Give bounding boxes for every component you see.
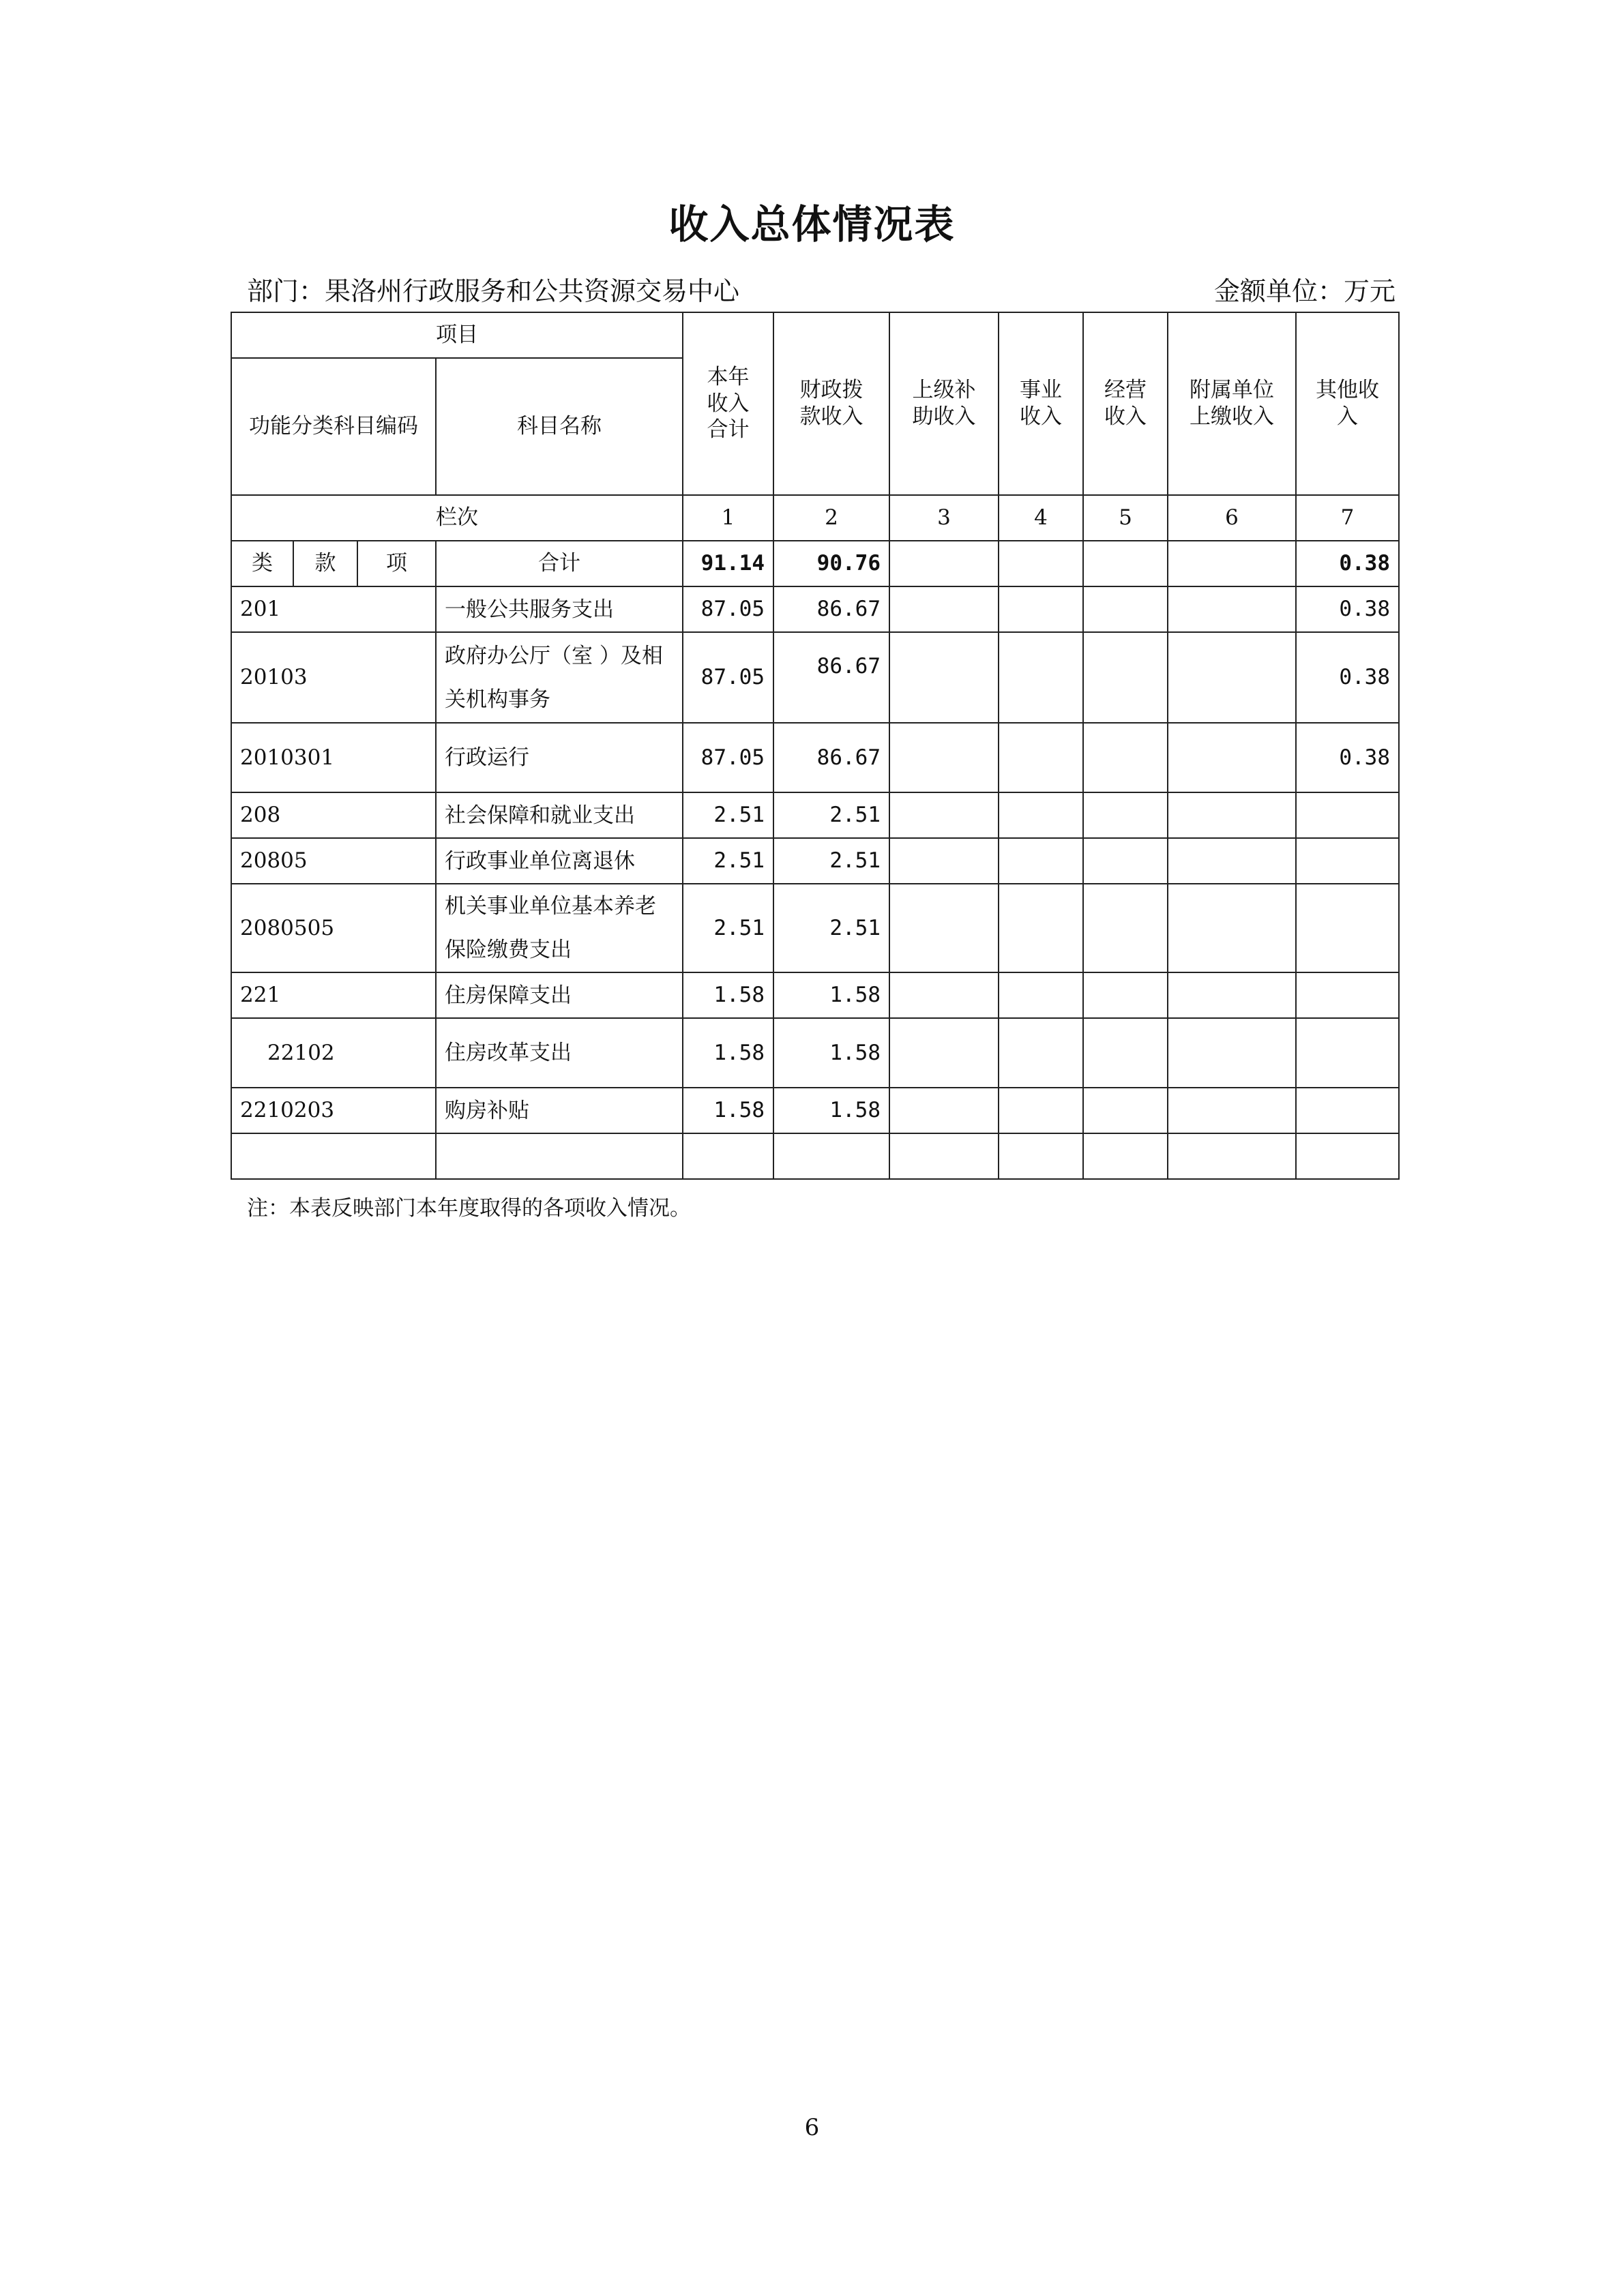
row-value: 2.51 <box>773 792 889 838</box>
header-project: 项目 <box>231 312 683 358</box>
row-value: 0.38 <box>1296 586 1399 632</box>
row-value <box>1168 792 1296 838</box>
row-value: 1.58 <box>683 972 773 1018</box>
row-value <box>1168 723 1296 792</box>
col-num: 4 <box>999 495 1083 541</box>
row-value: 2.51 <box>773 838 889 884</box>
row-value <box>1083 972 1168 1018</box>
col-num: 6 <box>1168 495 1296 541</box>
row-value: 0.38 <box>1296 632 1399 723</box>
total-value: 91.14 <box>683 541 773 586</box>
row-value <box>1168 586 1296 632</box>
table-row <box>231 884 1399 972</box>
row-value <box>889 1018 999 1088</box>
row-value <box>889 792 999 838</box>
col-num: 3 <box>889 495 999 541</box>
table-note: 注：本表反映部门本年度取得的各项收入情况。 <box>247 1196 691 1221</box>
row-value <box>1083 838 1168 884</box>
row-value <box>889 972 999 1018</box>
row-value <box>999 723 1083 792</box>
header-col-3: 上级补 助收入 <box>889 312 999 495</box>
header-col-5: 经营 收入 <box>1083 312 1168 495</box>
row-value <box>999 632 1083 723</box>
row-value: 1.58 <box>773 1088 889 1133</box>
row-value <box>1168 972 1296 1018</box>
row-value <box>1168 1018 1296 1088</box>
row-name: 住房改革支出 <box>436 1018 683 1088</box>
header-name: 科目名称 <box>436 358 683 495</box>
header-col-4: 事业 收入 <box>999 312 1083 495</box>
lei-label: 类 <box>231 541 293 586</box>
row-value <box>1083 1133 1168 1179</box>
row-value <box>1296 1133 1399 1179</box>
row-name: 行政事业单位离退休 <box>436 838 683 884</box>
row-value <box>1168 838 1296 884</box>
row-value <box>1083 586 1168 632</box>
row-value <box>773 1133 889 1179</box>
row-value <box>999 1018 1083 1088</box>
row-code <box>231 1133 436 1179</box>
row-value <box>1083 792 1168 838</box>
row-value <box>1296 884 1399 972</box>
row-value <box>1296 1018 1399 1088</box>
row-code: 2210203 <box>231 1088 436 1133</box>
row-value <box>999 586 1083 632</box>
total-value: 90.76 <box>773 541 889 586</box>
row-value: 1.58 <box>683 1088 773 1133</box>
table-row <box>231 1088 1399 1133</box>
row-value: 87.05 <box>683 632 773 723</box>
row-code: 22102 <box>231 1018 436 1088</box>
income-table <box>231 312 1400 1180</box>
col-num: 5 <box>1083 495 1168 541</box>
header-col-2: 财政拨 款收入 <box>773 312 889 495</box>
row-value: 87.05 <box>683 586 773 632</box>
row-value: 1.58 <box>773 1018 889 1088</box>
row-value <box>1296 1088 1399 1133</box>
row-value: 2.51 <box>683 792 773 838</box>
row-value: 2.51 <box>773 884 889 972</box>
row-value <box>683 1133 773 1179</box>
row-value: 2.51 <box>683 838 773 884</box>
row-value <box>889 1088 999 1133</box>
xiang-label: 项 <box>357 541 436 586</box>
table-row <box>231 1018 1399 1088</box>
row-value <box>1296 792 1399 838</box>
department-label: 部门：果洛州行政服务和公共资源交易中心 <box>247 276 740 306</box>
row-value: 1.58 <box>773 972 889 1018</box>
lanci-label: 栏次 <box>231 495 683 541</box>
row-value <box>999 972 1083 1018</box>
row-value <box>1083 884 1168 972</box>
row-name: 一般公共服务支出 <box>436 586 683 632</box>
row-value <box>1168 1088 1296 1133</box>
unit-label: 金额单位：万元 <box>1213 276 1396 306</box>
row-name <box>436 1133 683 1179</box>
row-name: 购房补贴 <box>436 1088 683 1133</box>
col-num: 7 <box>1296 495 1399 541</box>
row-value <box>1083 1018 1168 1088</box>
table-row <box>231 586 1399 632</box>
row-value <box>889 723 999 792</box>
row-value: 2.51 <box>683 884 773 972</box>
row-value: 1.58 <box>683 1018 773 1088</box>
page-number: 6 <box>804 2114 820 2141</box>
table-row <box>231 972 1399 1018</box>
row-code: 2010301 <box>231 723 436 792</box>
row-value <box>1168 632 1296 723</box>
total-value: 0.38 <box>1296 541 1399 586</box>
row-value <box>999 1133 1083 1179</box>
row-value <box>1168 1133 1296 1179</box>
row-value <box>1296 972 1399 1018</box>
row-code: 201 <box>231 586 436 632</box>
row-value <box>1083 632 1168 723</box>
row-value: 0.38 <box>1296 723 1399 792</box>
row-value <box>889 884 999 972</box>
row-value <box>1083 1088 1168 1133</box>
row-name: 行政运行 <box>436 723 683 792</box>
total-label: 合计 <box>436 541 683 586</box>
row-value <box>1168 884 1296 972</box>
total-value <box>1083 541 1168 586</box>
header-col-1: 本年 收入 合计 <box>683 312 773 495</box>
table-row <box>231 1133 1399 1179</box>
col-num: 2 <box>773 495 889 541</box>
kuan-label: 款 <box>293 541 357 586</box>
row-code: 221 <box>231 972 436 1018</box>
row-value <box>1296 838 1399 884</box>
row-value: 86.67 <box>773 723 889 792</box>
table-row <box>231 792 1399 838</box>
row-value <box>999 884 1083 972</box>
col-num: 1 <box>683 495 773 541</box>
header-col-7: 其他收 入 <box>1296 312 1399 495</box>
row-value: 86.67 <box>773 632 889 723</box>
row-name: 政府办公厅（室 ）及相关机构事务 <box>436 632 683 723</box>
row-value <box>889 1133 999 1179</box>
header-col-6: 附属单位 上缴收入 <box>1168 312 1296 495</box>
row-code: 208 <box>231 792 436 838</box>
total-row <box>231 541 1399 586</box>
table-row <box>231 723 1399 792</box>
total-value <box>999 541 1083 586</box>
row-name: 机关事业单位基本养老保险缴费支出 <box>436 884 683 972</box>
row-value: 87.05 <box>683 723 773 792</box>
row-value <box>889 838 999 884</box>
row-value <box>889 632 999 723</box>
row-value: 86.67 <box>773 586 889 632</box>
page-title: 收入总体情况表 <box>668 201 956 248</box>
row-code: 20103 <box>231 632 436 723</box>
lanci-row <box>231 495 1399 541</box>
row-name: 社会保障和就业支出 <box>436 792 683 838</box>
row-code: 2080505 <box>231 884 436 972</box>
row-value <box>1083 723 1168 792</box>
row-code: 20805 <box>231 838 436 884</box>
table-row <box>231 632 1399 723</box>
total-value <box>889 541 999 586</box>
row-name: 住房保障支出 <box>436 972 683 1018</box>
table-row <box>231 838 1399 884</box>
row-value <box>999 838 1083 884</box>
row-value <box>889 586 999 632</box>
row-value <box>999 792 1083 838</box>
row-value <box>999 1088 1083 1133</box>
header-code: 功能分类科目编码 <box>231 358 436 495</box>
total-value <box>1168 541 1296 586</box>
